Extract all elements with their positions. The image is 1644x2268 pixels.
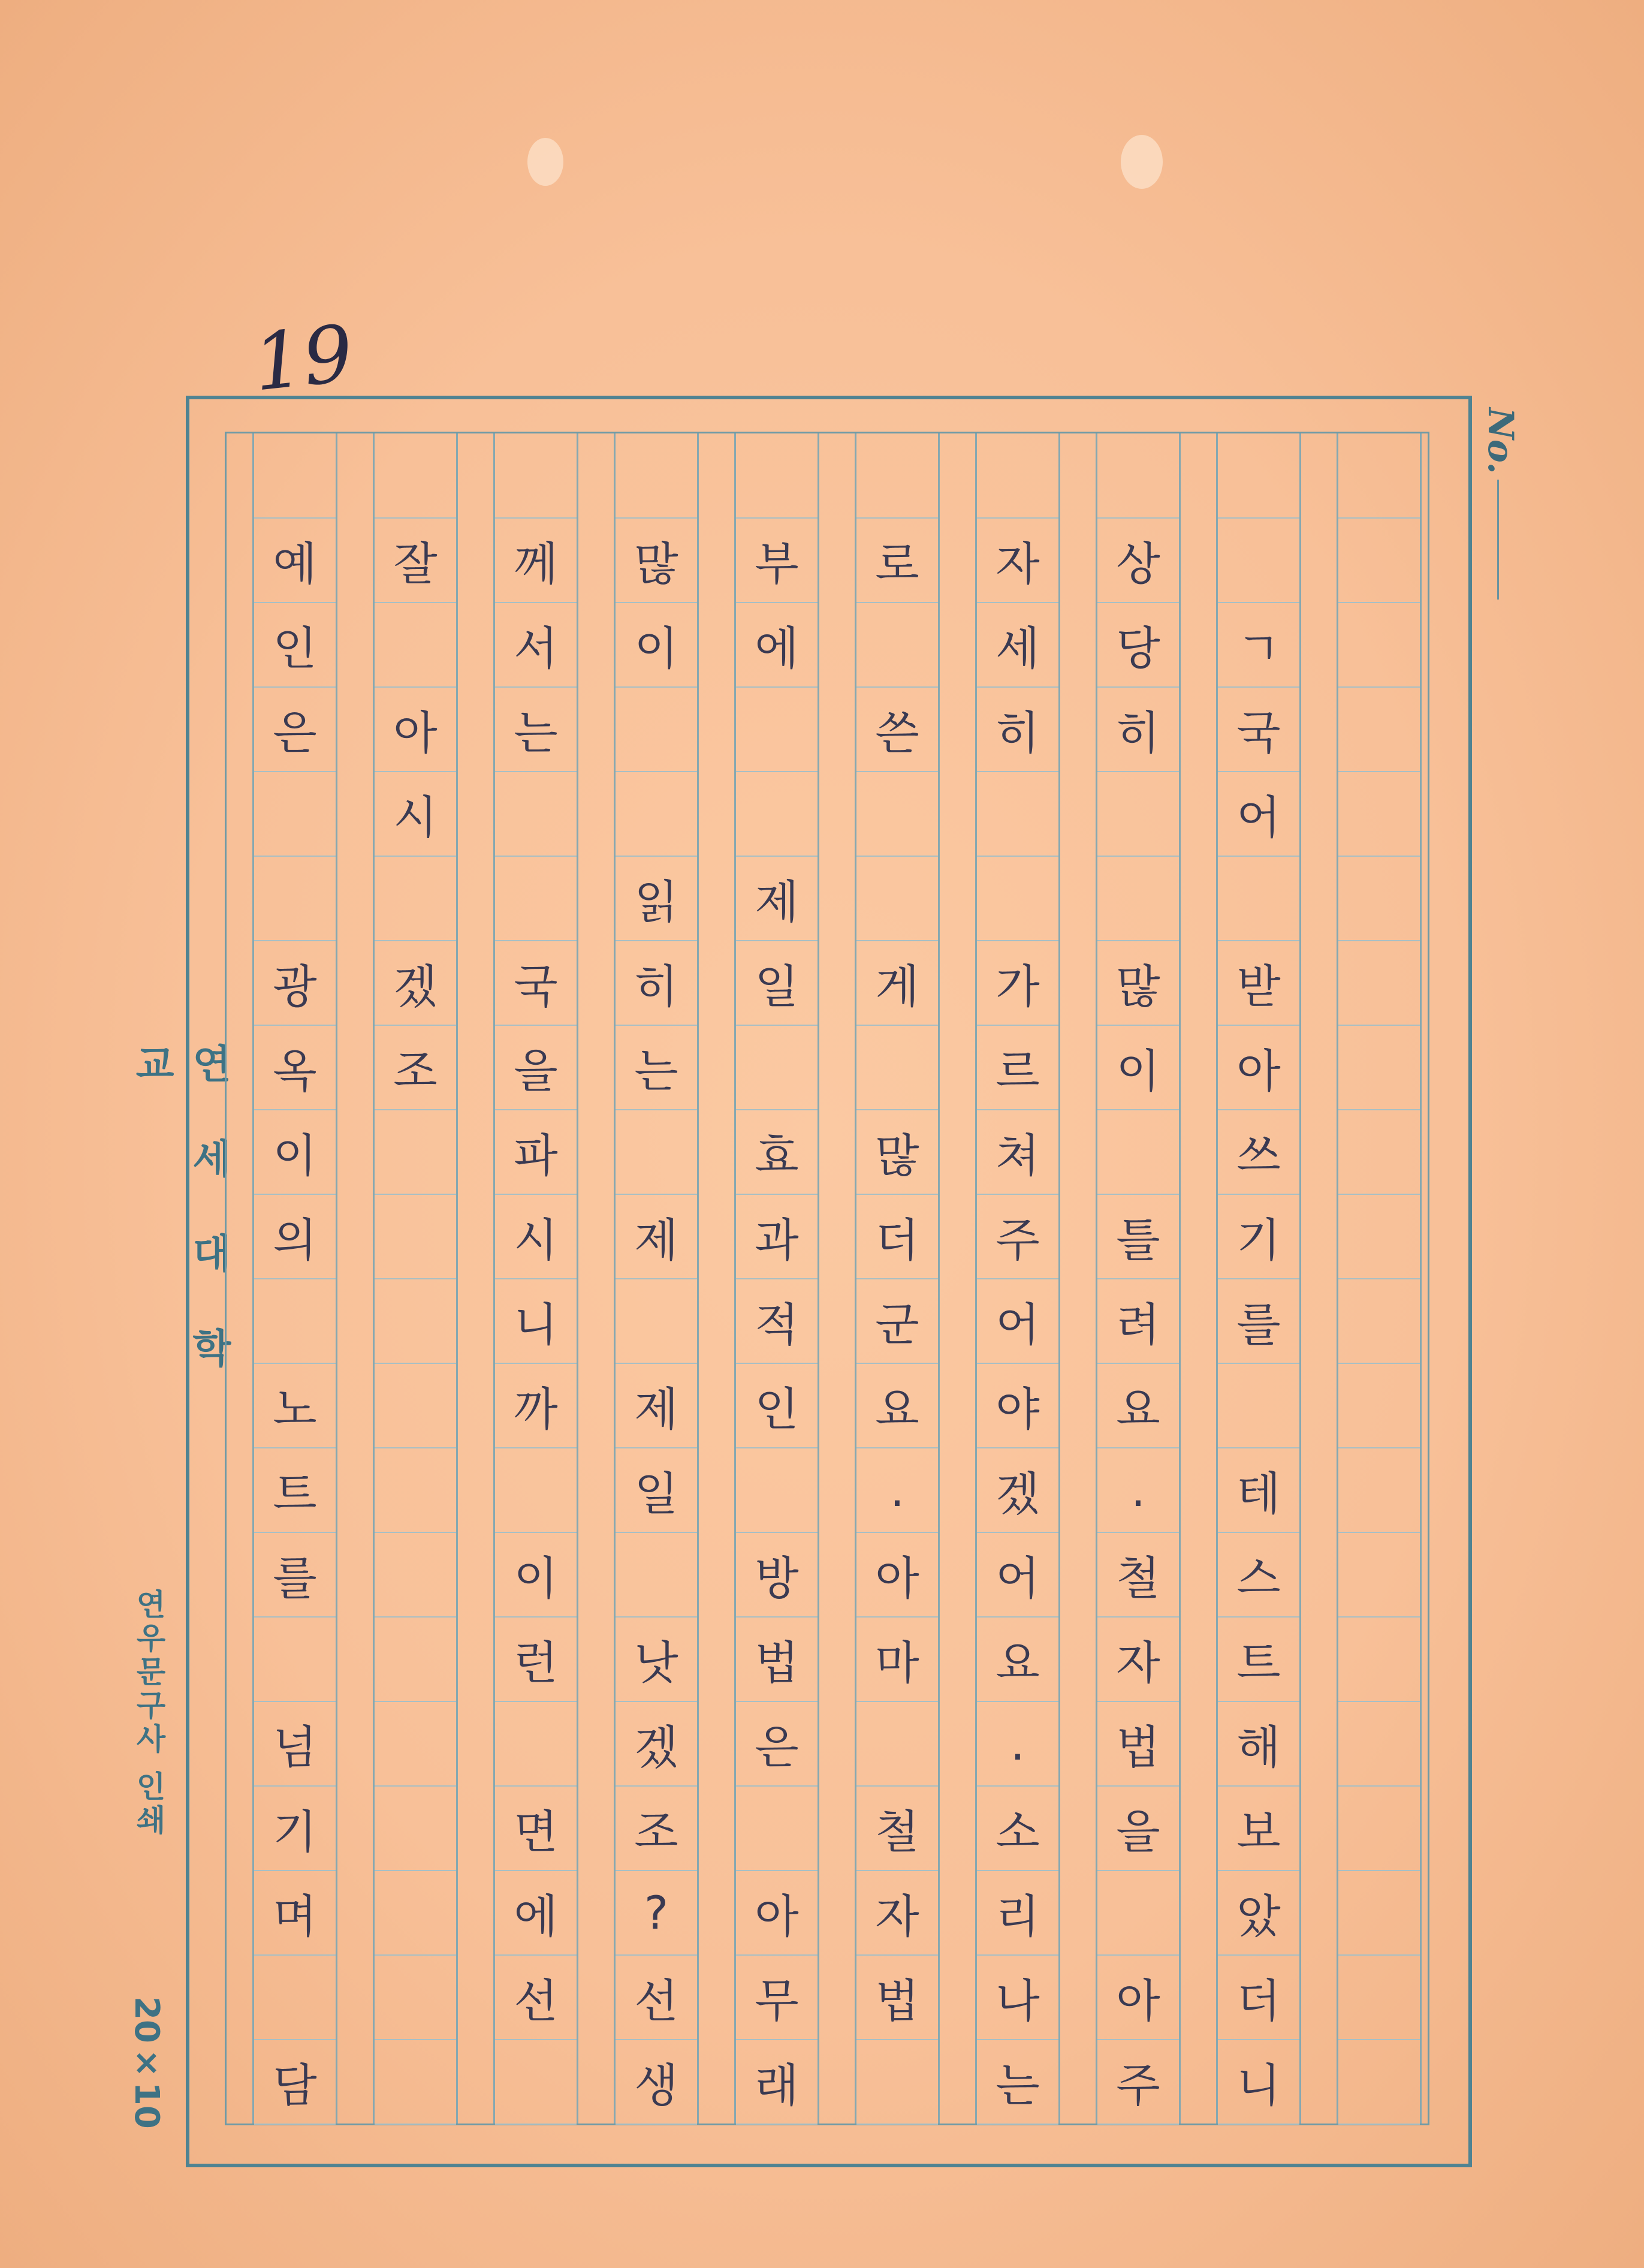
grid-cell: 로 (856, 518, 938, 603)
grid-cell (375, 433, 456, 519)
grid-cell: 주 (977, 1194, 1058, 1279)
grid-cell: 이 (254, 1110, 336, 1195)
grid-cell: 는 (977, 2040, 1058, 2125)
grid-cell: 이 (495, 1532, 577, 1618)
grid-cell (616, 1110, 697, 1195)
grid-cell: 일 (616, 1448, 697, 1533)
grid-cell (375, 1110, 456, 1195)
grid-cell (736, 433, 818, 519)
paper-stain (1121, 135, 1163, 189)
grid-cell: 낫 (616, 1617, 697, 1702)
grid-column (734, 433, 819, 2124)
grid-cell (1097, 433, 1179, 519)
grid-cell: 철 (1097, 1532, 1179, 1618)
grid-cell: 해 (1218, 1701, 1299, 1787)
grid-cell: 쳐 (977, 1110, 1058, 1195)
grid-cell: 야 (977, 1363, 1058, 1448)
grid-cell: 트 (1218, 1617, 1299, 1702)
grid-cell (856, 1701, 938, 1787)
grid-cell: 를 (1218, 1279, 1299, 1364)
grid-cell (1338, 687, 1420, 772)
grid-cell: 많 (616, 518, 697, 603)
grid-cell: 시 (375, 772, 456, 857)
grid-cell (495, 1701, 577, 1787)
grid-cell: 서 (495, 603, 577, 688)
grid-cell: 국 (1218, 687, 1299, 772)
grid-cell: 리 (977, 1871, 1058, 1956)
grid-cell (495, 1448, 577, 1533)
grid-cell: 제 (616, 1363, 697, 1448)
grid-cell (375, 1194, 456, 1279)
grid-cell (1338, 941, 1420, 1026)
grid-cell: 쓴 (856, 687, 938, 772)
grid-cell: 노 (254, 1363, 336, 1448)
grid-cell (1338, 1279, 1420, 1364)
grid-cell (1218, 856, 1299, 941)
grid-cell: 자 (1097, 1617, 1179, 1702)
grid-cell: 어 (977, 1279, 1058, 1364)
grid-cell (616, 1532, 697, 1618)
grid-column (614, 433, 699, 2124)
grid-cell: 에 (736, 603, 818, 688)
grid-cell: 법 (736, 1617, 818, 1702)
grid-cell (616, 1279, 697, 1364)
grid-cell (495, 856, 577, 941)
grid-cell (1338, 603, 1420, 688)
grid-cell: 많 (856, 1110, 938, 1195)
grid-cell: 예 (254, 518, 336, 603)
grid-cell (856, 2040, 938, 2125)
grid-cell (495, 2040, 577, 2125)
grid-cell: 시 (495, 1194, 577, 1279)
grid-cell (1338, 1701, 1420, 1787)
grid-cell: 은 (736, 1701, 818, 1787)
grid-cell: 의 (254, 1194, 336, 1279)
grid-cell (736, 1448, 818, 1533)
grid-cell (1338, 1617, 1420, 1702)
grid-cell: . (977, 1701, 1058, 1787)
grid-cell: 국 (495, 941, 577, 1026)
grid-cell: 선 (495, 1955, 577, 2040)
grid-cell (495, 433, 577, 519)
grid-cell: 읽 (616, 856, 697, 941)
grid-cell (1338, 1786, 1420, 1871)
grid-cell: 아 (1218, 1025, 1299, 1110)
grid-cell (1218, 1363, 1299, 1448)
grid-cell: 부 (736, 518, 818, 603)
grid-cell: 적 (736, 1279, 818, 1364)
grid-cell: 요 (1097, 1363, 1179, 1448)
grid-cell: 과 (736, 1194, 818, 1279)
manuscript-grid (225, 432, 1429, 2125)
grid-cell: 법 (856, 1955, 938, 2040)
grid-cell: 니 (1218, 2040, 1299, 2125)
grid-cell: 인 (254, 603, 336, 688)
grid-cell: 는 (616, 1025, 697, 1110)
grid-cell (856, 772, 938, 857)
grid-cell: 면 (495, 1786, 577, 1871)
grid-cell: 이 (1097, 1025, 1179, 1110)
grid-cell: 보 (1218, 1786, 1299, 1871)
grid-cell: 요 (977, 1617, 1058, 1702)
grid-cell: 어 (977, 1532, 1058, 1618)
grid-cell (375, 1701, 456, 1787)
grid-cell: 자 (977, 518, 1058, 603)
grid-cell: 은 (254, 687, 336, 772)
grid-cell: 을 (1097, 1786, 1179, 1871)
grid-cell (375, 1786, 456, 1871)
grid-cell: 세 (977, 603, 1058, 688)
grid-cell: 어 (1218, 772, 1299, 857)
grid-size-label: 20×10 (127, 1996, 166, 2129)
grid-cell (856, 603, 938, 688)
grid-cell (1338, 1363, 1420, 1448)
grid-cell (1338, 2040, 1420, 2125)
grid-cell (375, 1448, 456, 1533)
grid-cell (375, 1871, 456, 1956)
grid-cell (616, 433, 697, 519)
grid-cell (616, 687, 697, 772)
grid-cell: 소 (977, 1786, 1058, 1871)
grid-cell: 았 (1218, 1871, 1299, 1956)
grid-cell: 받 (1218, 941, 1299, 1026)
grid-cell (254, 772, 336, 857)
grid-cell (1338, 1955, 1420, 2040)
grid-cell: 제 (736, 856, 818, 941)
grid-cell: 스 (1218, 1532, 1299, 1618)
grid-cell: 가 (977, 941, 1058, 1026)
grid-cell: 더 (1218, 1955, 1299, 2040)
grid-column (252, 433, 337, 2124)
grid-cell: 기 (1218, 1194, 1299, 1279)
grid-cell: . (856, 1448, 938, 1533)
grid-cell: 철 (856, 1786, 938, 1871)
grid-cell: 조 (616, 1786, 697, 1871)
grid-cell (1338, 772, 1420, 857)
grid-cell: 히 (1097, 687, 1179, 772)
grid-cell (977, 772, 1058, 857)
grid-cell (977, 433, 1058, 519)
grid-cell: 제 (616, 1194, 697, 1279)
grid-cell: 생 (616, 2040, 697, 2125)
grid-cell (1097, 1871, 1179, 1956)
grid-cell: 상 (1097, 518, 1179, 603)
grid-cell: 나 (977, 1955, 1058, 2040)
grid-cell: 테 (1218, 1448, 1299, 1533)
grid-cell: 쓰 (1218, 1110, 1299, 1195)
grid-cell: 겠 (977, 1448, 1058, 1533)
grid-cell: 잘 (375, 518, 456, 603)
grid-cell (1097, 856, 1179, 941)
grid-cell (1338, 1448, 1420, 1533)
grid-cell (1218, 518, 1299, 603)
grid-cell: 선 (616, 1955, 697, 2040)
grid-cell (856, 1025, 938, 1110)
grid-cell (375, 1617, 456, 1702)
grid-cell (254, 433, 336, 519)
grid-cell (375, 1532, 456, 1618)
paper-stain (527, 138, 563, 186)
grid-column (855, 433, 940, 2124)
grid-cell (616, 772, 697, 857)
grid-cell: 많 (1097, 941, 1179, 1026)
grid-cell (495, 772, 577, 857)
grid-cell (254, 1955, 336, 2040)
grid-cell (1218, 433, 1299, 519)
grid-cell (375, 856, 456, 941)
grid-cell: 아 (375, 687, 456, 772)
grid-cell (375, 2040, 456, 2125)
grid-cell: 기 (254, 1786, 336, 1871)
grid-cell (856, 856, 938, 941)
grid-cell: 더 (856, 1194, 938, 1279)
grid-cell: 방 (736, 1532, 818, 1618)
grid-cell (254, 856, 336, 941)
grid-cell (254, 1279, 336, 1364)
grid-cell: 런 (495, 1617, 577, 1702)
grid-cell: 히 (977, 687, 1058, 772)
grid-cell (1097, 772, 1179, 857)
grid-cell (375, 1955, 456, 2040)
grid-cell (375, 603, 456, 688)
grid-cell: 아 (856, 1532, 938, 1618)
grid-cell: 히 (616, 941, 697, 1026)
grid-column (1096, 433, 1181, 2124)
grid-cell (1338, 433, 1420, 519)
grid-cell (375, 1363, 456, 1448)
grid-cell: 군 (856, 1279, 938, 1364)
grid-column (1337, 433, 1422, 2124)
grid-cell: 옥 (254, 1025, 336, 1110)
page-number: 19 (249, 308, 357, 409)
grid-cell: 인 (736, 1363, 818, 1448)
grid-cell: 르 (977, 1025, 1058, 1110)
grid-cell: 자 (856, 1871, 938, 1956)
grid-cell: 까 (495, 1363, 577, 1448)
printer-name: 연우문구사 인쇄 (131, 1589, 166, 1838)
grid-cell: 을 (495, 1025, 577, 1110)
grid-cell: 게 (856, 941, 938, 1026)
grid-cell (1097, 1110, 1179, 1195)
grid-cell (1338, 1871, 1420, 1956)
grid-cell (736, 1786, 818, 1871)
grid-cell (375, 1279, 456, 1364)
number-line (1497, 480, 1499, 600)
grid-cell (1338, 856, 1420, 941)
grid-cell (1338, 1110, 1420, 1195)
grid-cell: 광 (254, 941, 336, 1026)
grid-column (975, 433, 1060, 2124)
grid-cell: 넘 (254, 1701, 336, 1787)
grid-cell: . (1097, 1448, 1179, 1533)
university-name: 연세대학교 (128, 1043, 231, 1422)
grid-column (1216, 433, 1301, 2124)
grid-cell: 를 (254, 1532, 336, 1618)
grid-cell: 마 (856, 1617, 938, 1702)
grid-cell (1338, 1025, 1420, 1110)
grid-cell: 담 (254, 2040, 336, 2125)
grid-cell: 에 (495, 1871, 577, 1956)
grid-cell (736, 772, 818, 857)
grid-cell: 께 (495, 518, 577, 603)
grid-cell: 틀 (1097, 1194, 1179, 1279)
number-label: No. (1480, 408, 1521, 474)
grid-cell: 이 (616, 603, 697, 688)
grid-cell: 파 (495, 1110, 577, 1195)
grid-cell (856, 433, 938, 519)
grid-cell: ㄱ (1218, 603, 1299, 688)
grid-cell (1338, 1532, 1420, 1618)
grid-cell: 래 (736, 2040, 818, 2125)
grid-cell: 일 (736, 941, 818, 1026)
grid-cell: 려 (1097, 1279, 1179, 1364)
grid-cell: ? (616, 1871, 697, 1956)
grid-cell: 겠 (375, 941, 456, 1026)
grid-cell (1338, 518, 1420, 603)
grid-cell: 트 (254, 1448, 336, 1533)
grid-cell: 아 (1097, 1955, 1179, 2040)
grid-cell: 무 (736, 1955, 818, 2040)
grid-cell: 효 (736, 1110, 818, 1195)
grid-cell (977, 856, 1058, 941)
grid-cell: 는 (495, 687, 577, 772)
grid-cell: 며 (254, 1871, 336, 1956)
grid-column (493, 433, 578, 2124)
grid-cell: 조 (375, 1025, 456, 1110)
grid-cell: 아 (736, 1871, 818, 1956)
grid-cell (1338, 1194, 1420, 1279)
grid-cell (736, 687, 818, 772)
grid-cell: 요 (856, 1363, 938, 1448)
grid-cell (736, 1025, 818, 1110)
grid-cell: 겠 (616, 1701, 697, 1787)
grid-cell: 당 (1097, 603, 1179, 688)
grid-cell (254, 1617, 336, 1702)
grid-cell: 니 (495, 1279, 577, 1364)
grid-cell: 법 (1097, 1701, 1179, 1787)
grid-column (373, 433, 458, 2124)
grid-cell: 주 (1097, 2040, 1179, 2125)
